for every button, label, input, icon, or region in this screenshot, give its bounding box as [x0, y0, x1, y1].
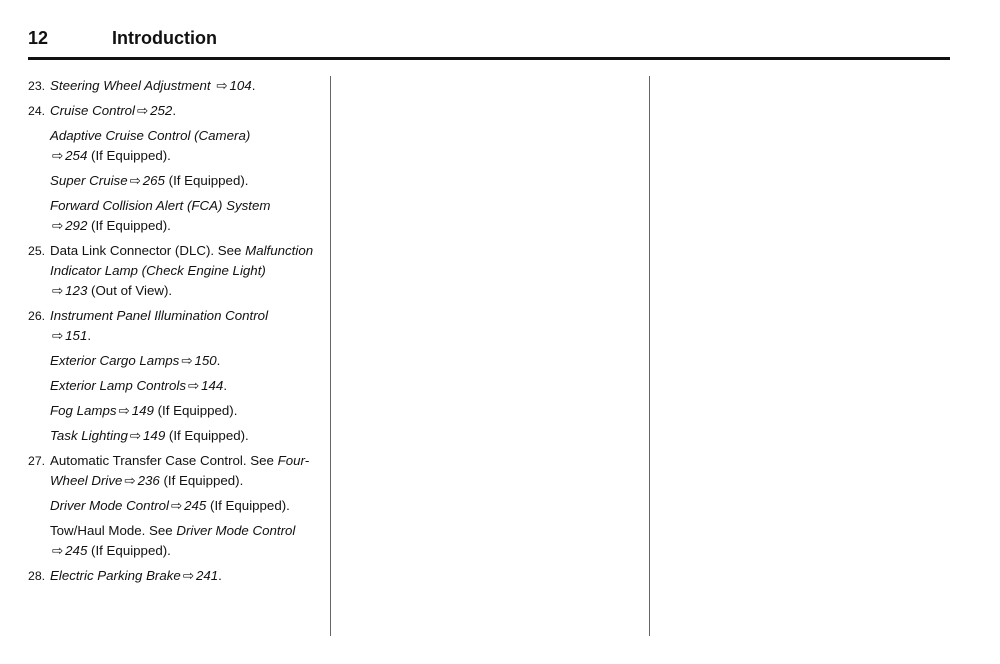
- page-reference-arrow-icon: ⇨: [182, 568, 194, 583]
- equipped-note: (If Equipped).: [159, 473, 244, 488]
- list-item-26: [28, 306, 323, 346]
- topic-link[interactable]: Adaptive Cruise Control (Camera): [50, 128, 251, 143]
- page-ref[interactable]: 144: [201, 378, 224, 393]
- sub-item: [28, 401, 323, 421]
- page-ref[interactable]: 149: [131, 403, 154, 418]
- entry-note: (Out of View).: [87, 283, 173, 298]
- list-item-25: [28, 241, 323, 301]
- punctuation: .: [223, 378, 228, 393]
- page-ref[interactable]: 104: [229, 78, 252, 93]
- equipped-note: (If Equipped).: [206, 498, 290, 513]
- page-ref[interactable]: 151: [65, 328, 88, 343]
- topic-link[interactable]: Exterior Lamp Controls: [50, 378, 186, 393]
- punctuation: .: [251, 78, 256, 93]
- topic-link[interactable]: Malfunction: [245, 243, 314, 258]
- topic-link[interactable]: Task Lighting: [50, 428, 128, 443]
- list-item-28: [28, 566, 323, 586]
- page-reference-arrow-icon: ⇨: [52, 328, 64, 343]
- topic-link[interactable]: Indicator Lamp (Check Engine Light): [50, 263, 266, 278]
- item-number: 27.: [28, 454, 46, 468]
- topic-link[interactable]: Exterior Cargo Lamps: [50, 353, 180, 368]
- topic-link[interactable]: Cruise Control: [50, 103, 135, 118]
- page-ref[interactable]: 292: [65, 218, 88, 233]
- page-reference-arrow-icon: ⇨: [181, 353, 193, 368]
- punctuation: .: [218, 568, 222, 583]
- topic-link[interactable]: Four-: [277, 453, 310, 468]
- page-reference-arrow-icon: ⇨: [187, 378, 200, 393]
- topic-link[interactable]: Fog Lamps: [50, 403, 117, 418]
- entry-text: Automatic Transfer Case Control. See: [50, 453, 278, 468]
- punctuation: .: [172, 103, 177, 118]
- equipped-note: (If Equipped).: [153, 403, 238, 418]
- page-ref[interactable]: 149: [143, 428, 166, 443]
- item-number: 23.: [28, 79, 46, 93]
- page-ref[interactable]: 252: [150, 103, 173, 118]
- page-ref[interactable]: 123: [65, 283, 88, 298]
- topic-link[interactable]: Electric Parking Brake: [50, 568, 181, 583]
- page-reference-arrow-icon: ⇨: [52, 148, 64, 163]
- equipped-note: (If Equipped).: [87, 218, 171, 233]
- header-rule: [28, 57, 950, 60]
- column-left: [28, 76, 323, 636]
- page-reference-arrow-icon: ⇨: [52, 283, 64, 298]
- equipped-note: (If Equipped).: [165, 428, 249, 443]
- page-reference-arrow-icon: ⇨: [216, 78, 228, 93]
- page-header: [28, 28, 950, 58]
- entry-text: Tow/Haul Mode. See: [50, 523, 177, 538]
- punctuation: .: [216, 353, 221, 368]
- sub-item: [28, 496, 323, 516]
- topic-link[interactable]: Super Cruise: [50, 173, 128, 188]
- sub-item: [28, 376, 323, 396]
- page-reference-arrow-icon: ⇨: [118, 403, 130, 418]
- page-reference-arrow-icon: ⇨: [124, 473, 136, 488]
- entry-text: Data Link Connector (DLC). See: [50, 243, 246, 258]
- page-reference-arrow-icon: ⇨: [170, 498, 183, 513]
- page-number: 12: [28, 28, 49, 48]
- topic-link[interactable]: Driver Mode Control: [50, 498, 169, 513]
- page-reference-arrow-icon: ⇨: [52, 218, 64, 233]
- page-reference-arrow-icon: ⇨: [52, 543, 64, 558]
- equipped-note: (If Equipped).: [164, 173, 249, 188]
- page-ref[interactable]: 254: [65, 148, 88, 163]
- topic-link[interactable]: Steering Wheel Adjustment: [50, 78, 211, 93]
- section-title: Introduction: [112, 28, 217, 48]
- sub-item: [28, 426, 323, 446]
- sub-item: [28, 171, 323, 191]
- page-ref[interactable]: 265: [142, 173, 165, 188]
- page-ref[interactable]: 150: [194, 353, 217, 368]
- topic-link[interactable]: Wheel Drive: [50, 473, 123, 488]
- topic-link[interactable]: Forward Collision Alert (FCA) System: [50, 198, 271, 213]
- page-ref[interactable]: 236: [137, 473, 160, 488]
- punctuation: .: [87, 328, 92, 343]
- page-ref[interactable]: 245: [65, 543, 88, 558]
- list-item-23: [28, 76, 323, 96]
- item-number: 24.: [28, 104, 46, 118]
- list-item-27: [28, 451, 323, 491]
- column-middle: [330, 76, 648, 636]
- sub-item: [28, 196, 323, 236]
- list-item-24: [28, 101, 323, 121]
- page-reference-arrow-icon: ⇨: [136, 103, 149, 118]
- item-number: 25.: [28, 244, 46, 258]
- item-number: 26.: [28, 309, 46, 323]
- page-reference-arrow-icon: ⇨: [129, 428, 142, 443]
- equipped-note: (If Equipped).: [87, 148, 171, 163]
- page-reference-arrow-icon: ⇨: [129, 173, 141, 188]
- sub-item: [28, 351, 323, 371]
- sub-item: [28, 521, 323, 561]
- page-ref[interactable]: 241: [195, 568, 219, 583]
- equipped-note: (If Equipped).: [87, 543, 171, 558]
- item-number: 28.: [28, 569, 46, 583]
- page-ref[interactable]: 245: [184, 498, 207, 513]
- column-right: [649, 76, 949, 636]
- sub-item: [28, 126, 323, 166]
- topic-link[interactable]: Driver Mode Control: [176, 523, 296, 538]
- topic-link[interactable]: Instrument Panel Illumination Control: [50, 308, 269, 323]
